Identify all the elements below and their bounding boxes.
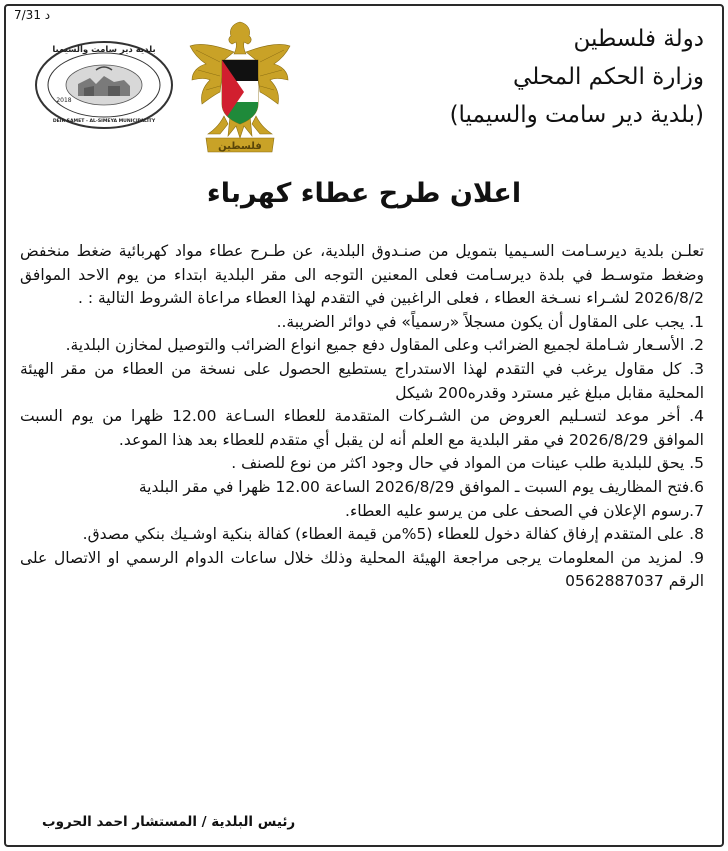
palestine-eagle-emblem-icon [184, 20, 296, 162]
condition-item: 9. لمزيد من المعلومات يرجى مراجعة الهيئة المحلية وذلك خلال ساعات الدوام الرسمي او الاتصال على الرقم 0562887037 [20, 548, 704, 591]
condition-item: 1. يجب على المقاول أن يكون مسجلاً «رسمياً» في دوائر الضريبة.. [276, 312, 704, 331]
signature-line: رئيس البلدية / المستشار احمد الحروب [42, 814, 296, 830]
issuer-header [404, 20, 704, 134]
ministry-name: وزارة الحكم المحلي [513, 64, 704, 90]
condition-item: 3. كل مقاول يرغب في التقدم لهذا الاستدراج يستطيع الحصول على نسخة من العطاء من مقر الهيئة المحلية مقابل مبلغ غير مسترد وقدره200 شيكل [20, 359, 704, 402]
seal-center-text: 2018 [56, 97, 72, 104]
condition-item: 8. على المتقدم إرفاق كفالة دخول للعطاء (5%من قيمة العطاء) كفالة بنكية اوشـيك بنكي مصدق. [82, 525, 704, 544]
seal-ring-text: بلدية دير سامت والسيميا [52, 45, 156, 55]
condition-item: 4. أخر موعد لتسـليم العروض من الشـركات المتقدمة للعطاء السـاعة 12.00 ظهرا من يوم السبت الموافق 2026/8/29 في مقر البلدية مع العلم أنه لن يقبل أي متقدم للعطاء بعد هذا الموعد. [20, 407, 704, 449]
announcement-title: اعلان طرح عطاء كهرباء [206, 178, 522, 209]
condition-item: 2. الأسـعار شـاملة لجميع الضرائب وعلى المقاول دفع جميع انواع الضرائب والتوصيل لمخازن البلدية. [65, 336, 704, 355]
condition-item: 6.فتح المظاريف يوم السبت ـ الموافق 2026/8/29 الساعة 12.00 ظهرا في مقر البلدية [138, 477, 704, 496]
emblem-caption: فلسطين [218, 141, 262, 152]
announcement-body [20, 240, 704, 594]
condition-item: 7.رسوم الإعلان في الصحف على من يرسو عليه العطاء. [345, 501, 704, 520]
intro-paragraph: تعلـن بلدية ديرسـامت السـيميا بتمويل من صنـدوق البلدية، عن طـرح عطاء مواد كهربائية ضغط منخفض وضغط متوسـط في بلدة ديرسـامت فعلى المعنين التوجه الى مقر البلدية ابتداء من يوم الاحد الموافق 2026/8/2 لشـراء نسـخة العطاء ، فعلى الراغبين في التقدم لهذا العطاء مراعاة الشروط التالية : . [20, 242, 704, 308]
reference-number: 7/31 د [14, 8, 51, 22]
state-name: دولة فلسطين [573, 26, 704, 52]
document-frame [4, 4, 724, 847]
municipality-seal-icon [34, 40, 174, 130]
condition-item: 5. يحق للبلدية طلب عينات من المواد في حال وجود اكثر من نوع للصنف . [231, 454, 704, 473]
seal-english-text: DEIR SAMET - AL-SIMEYA MUNICIPALITY [52, 119, 156, 124]
municipality-name: (بلدية دير سامت والسيميا) [449, 102, 704, 128]
